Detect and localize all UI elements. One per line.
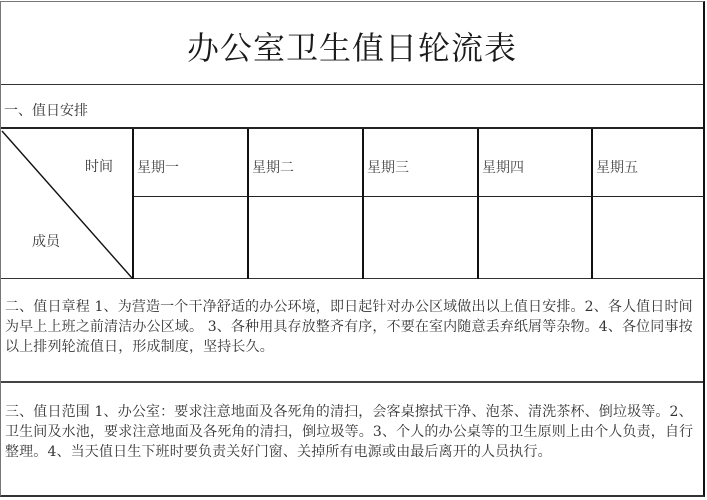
day-header-tuesday bbox=[249, 129, 364, 197]
duty-roster-sheet bbox=[0, 1, 705, 497]
corner-header-cell bbox=[1, 129, 134, 279]
day-label: 星期三 bbox=[367, 160, 409, 176]
title-row bbox=[1, 2, 703, 85]
section-1-row bbox=[1, 85, 703, 129]
day-label: 星期一 bbox=[137, 160, 179, 176]
diagonal-divider-line bbox=[1, 129, 134, 279]
member-axis-label: 成员 bbox=[32, 234, 60, 250]
member-cell-thursday bbox=[479, 197, 593, 279]
day-header-monday bbox=[134, 129, 249, 197]
section-2-duty-rules bbox=[1, 279, 703, 383]
document-title: 办公室卫生值日轮流表 bbox=[186, 29, 517, 67]
member-cell-friday bbox=[593, 197, 704, 279]
section-1-heading: 一、值日安排 bbox=[4, 103, 88, 119]
day-header-thursday bbox=[479, 129, 593, 197]
day-label: 星期二 bbox=[252, 160, 294, 176]
day-header-friday bbox=[593, 129, 704, 197]
section-3-duty-scope bbox=[1, 383, 703, 498]
day-label: 星期五 bbox=[596, 160, 638, 176]
member-cell-tuesday bbox=[249, 197, 364, 279]
section-3-text: 三、值日范围 1、办公室：要求注意地面及各死角的清扫，会客桌擦拭干净、泡茶、清洗茶杯、倒垃圾等。2、卫生间及水池，要求注意地面及各死角的清扫，倒垃圾等。3、个人的办公桌等的卫生原则上由个人负责，自行整理。4、当天值日生下班时要负责关好门窗、关掉所有电源或由最后离开的人员执行。 bbox=[5, 404, 694, 460]
schedule-table bbox=[1, 129, 703, 279]
section-2-text: 二、值日章程 1、为营造一个干净舒适的办公环境，即日起针对办公区域做出以上值日安排。2、各人值日时间为早上上班之前清洁办公区域。 3、各种用具存放整齐有序，不要在室内随意丢弃纸屑等杂物。4、各位同事按以上排列轮流值日，形成制度，坚持长久。 bbox=[5, 299, 693, 355]
member-cell-wednesday bbox=[364, 197, 479, 279]
member-cell-monday bbox=[134, 197, 249, 279]
day-label: 星期四 bbox=[482, 160, 524, 176]
day-header-wednesday bbox=[364, 129, 479, 197]
time-axis-label: 时间 bbox=[85, 159, 113, 175]
